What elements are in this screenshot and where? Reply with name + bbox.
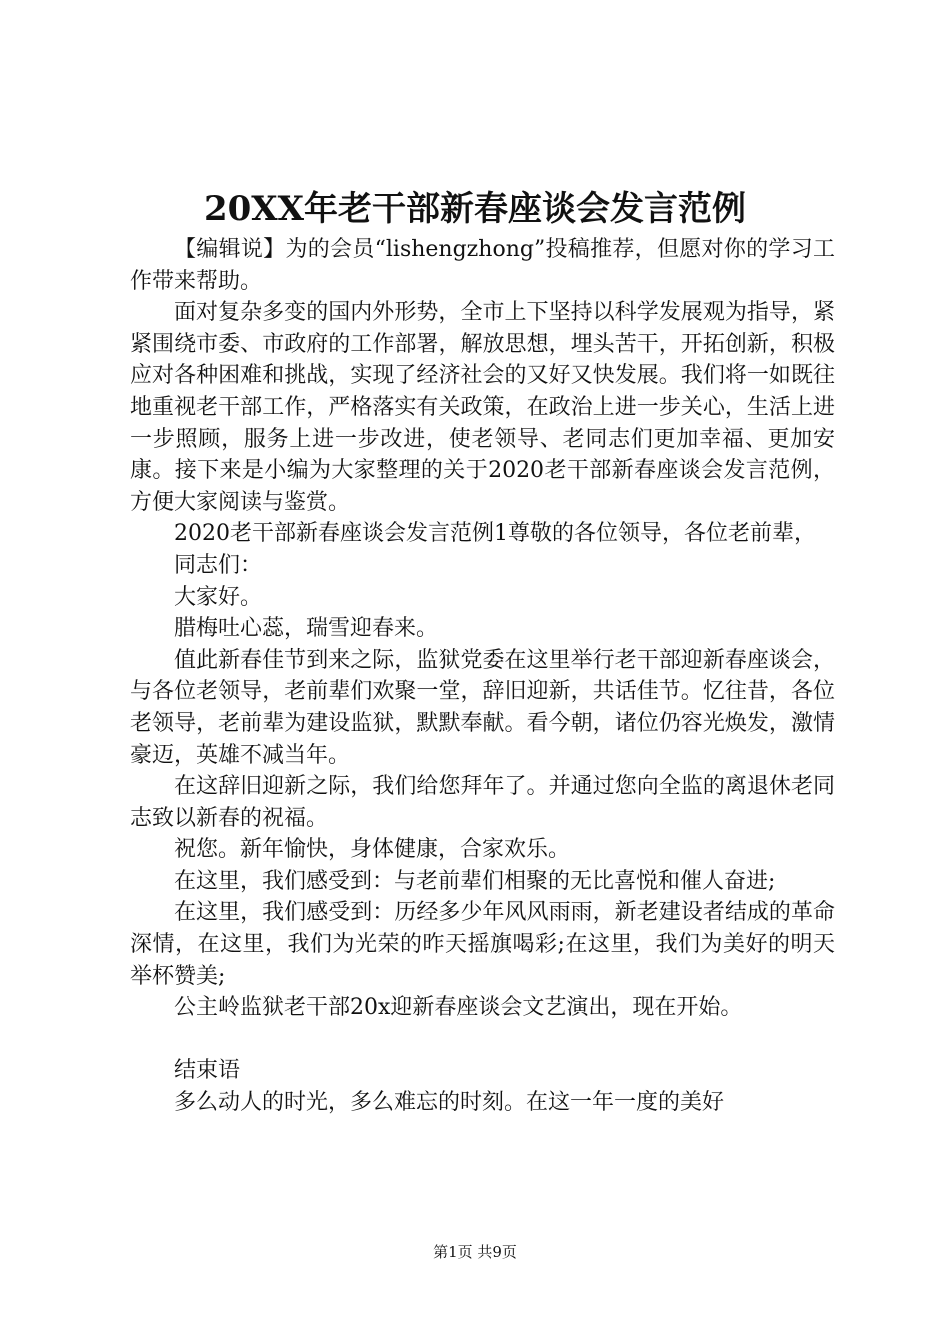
paragraph-closing-text: 多么动人的时光，多么难忘的时刻。在这一年一度的美好 xyxy=(174,1090,725,1116)
paragraph-new-year-wish: 在这辞旧迎新之际，我们给您拜年了。并通过您向全监的离退休老同志致以新春的祝福。 xyxy=(130,774,835,831)
paragraph-speech-heading: 2020老干部新春座谈会发言范例1尊敬的各位领导，各位老前辈， xyxy=(174,521,816,547)
paragraph-editor-note: 【编辑说】为的会员“lishengzhong”投稿推荐，但愿对你的学习工作带来帮助。 xyxy=(130,237,835,294)
paragraph-occasion: 值此新春佳节到来之际，监狱党委在这里举行老干部迎新春座谈会，与各位老领导，老前辈们欢聚一堂，辞旧迎新，共话佳节。忆往昔，各位老领导，老前辈为建设监狱，默默奉献。看今朝，诸位仍容光焕发，激情豪迈，英雄不减当年。 xyxy=(130,647,835,768)
paragraph-intro: 面对复杂多变的国内外形势，全市上下坚持以科学发展观为指导，紧紧围绕市委、市政府的工作部署，解放思想，埋头苦干，开拓创新，积极应对各种困难和挑战，实现了经济社会的又好又快发展。我们将一如既往地重视老干部工作，严格落实有关政策，在政治上进一步关心，生活上进一步照顾，服务上进一步改进，使老领导、老同志们更加幸福、更加安康。接下来是小编为大家整理的关于2020老干部新春座谈会发言范例，方便大家阅读与鉴赏。 xyxy=(130,300,835,515)
paragraph-blessing: 祝您。新年愉快，身体健康，合家欢乐。 xyxy=(174,837,571,863)
paragraph-plum-blossom: 腊梅吐心蕊，瑞雪迎春来。 xyxy=(174,616,439,642)
paragraph-performance: 公主岭监狱老干部20x迎新春座谈会文艺演出，现在开始。 xyxy=(174,995,743,1021)
paragraph-closing-heading: 结束语 xyxy=(174,1058,241,1084)
paragraph-comrades: 同志们： xyxy=(174,552,263,578)
document-title: 20XX年老干部新春座谈会发言范例 xyxy=(203,189,747,229)
document-body xyxy=(130,234,835,1119)
paragraph-greeting: 大家好。 xyxy=(174,584,263,610)
paragraph-feel-joy: 在这里，我们感受到：与老前辈们相聚的无比喜悦和催人奋进; xyxy=(174,868,776,894)
paragraph-feel-bond: 在这里，我们感受到：历经多少年风风雨雨，新老建设者结成的革命深情，在这里，我们为光荣的昨天摇旗喝彩;在这里，我们为美好的明天举杯赞美; xyxy=(130,900,835,989)
page-footer: 第1页 共9页 xyxy=(433,1243,517,1261)
